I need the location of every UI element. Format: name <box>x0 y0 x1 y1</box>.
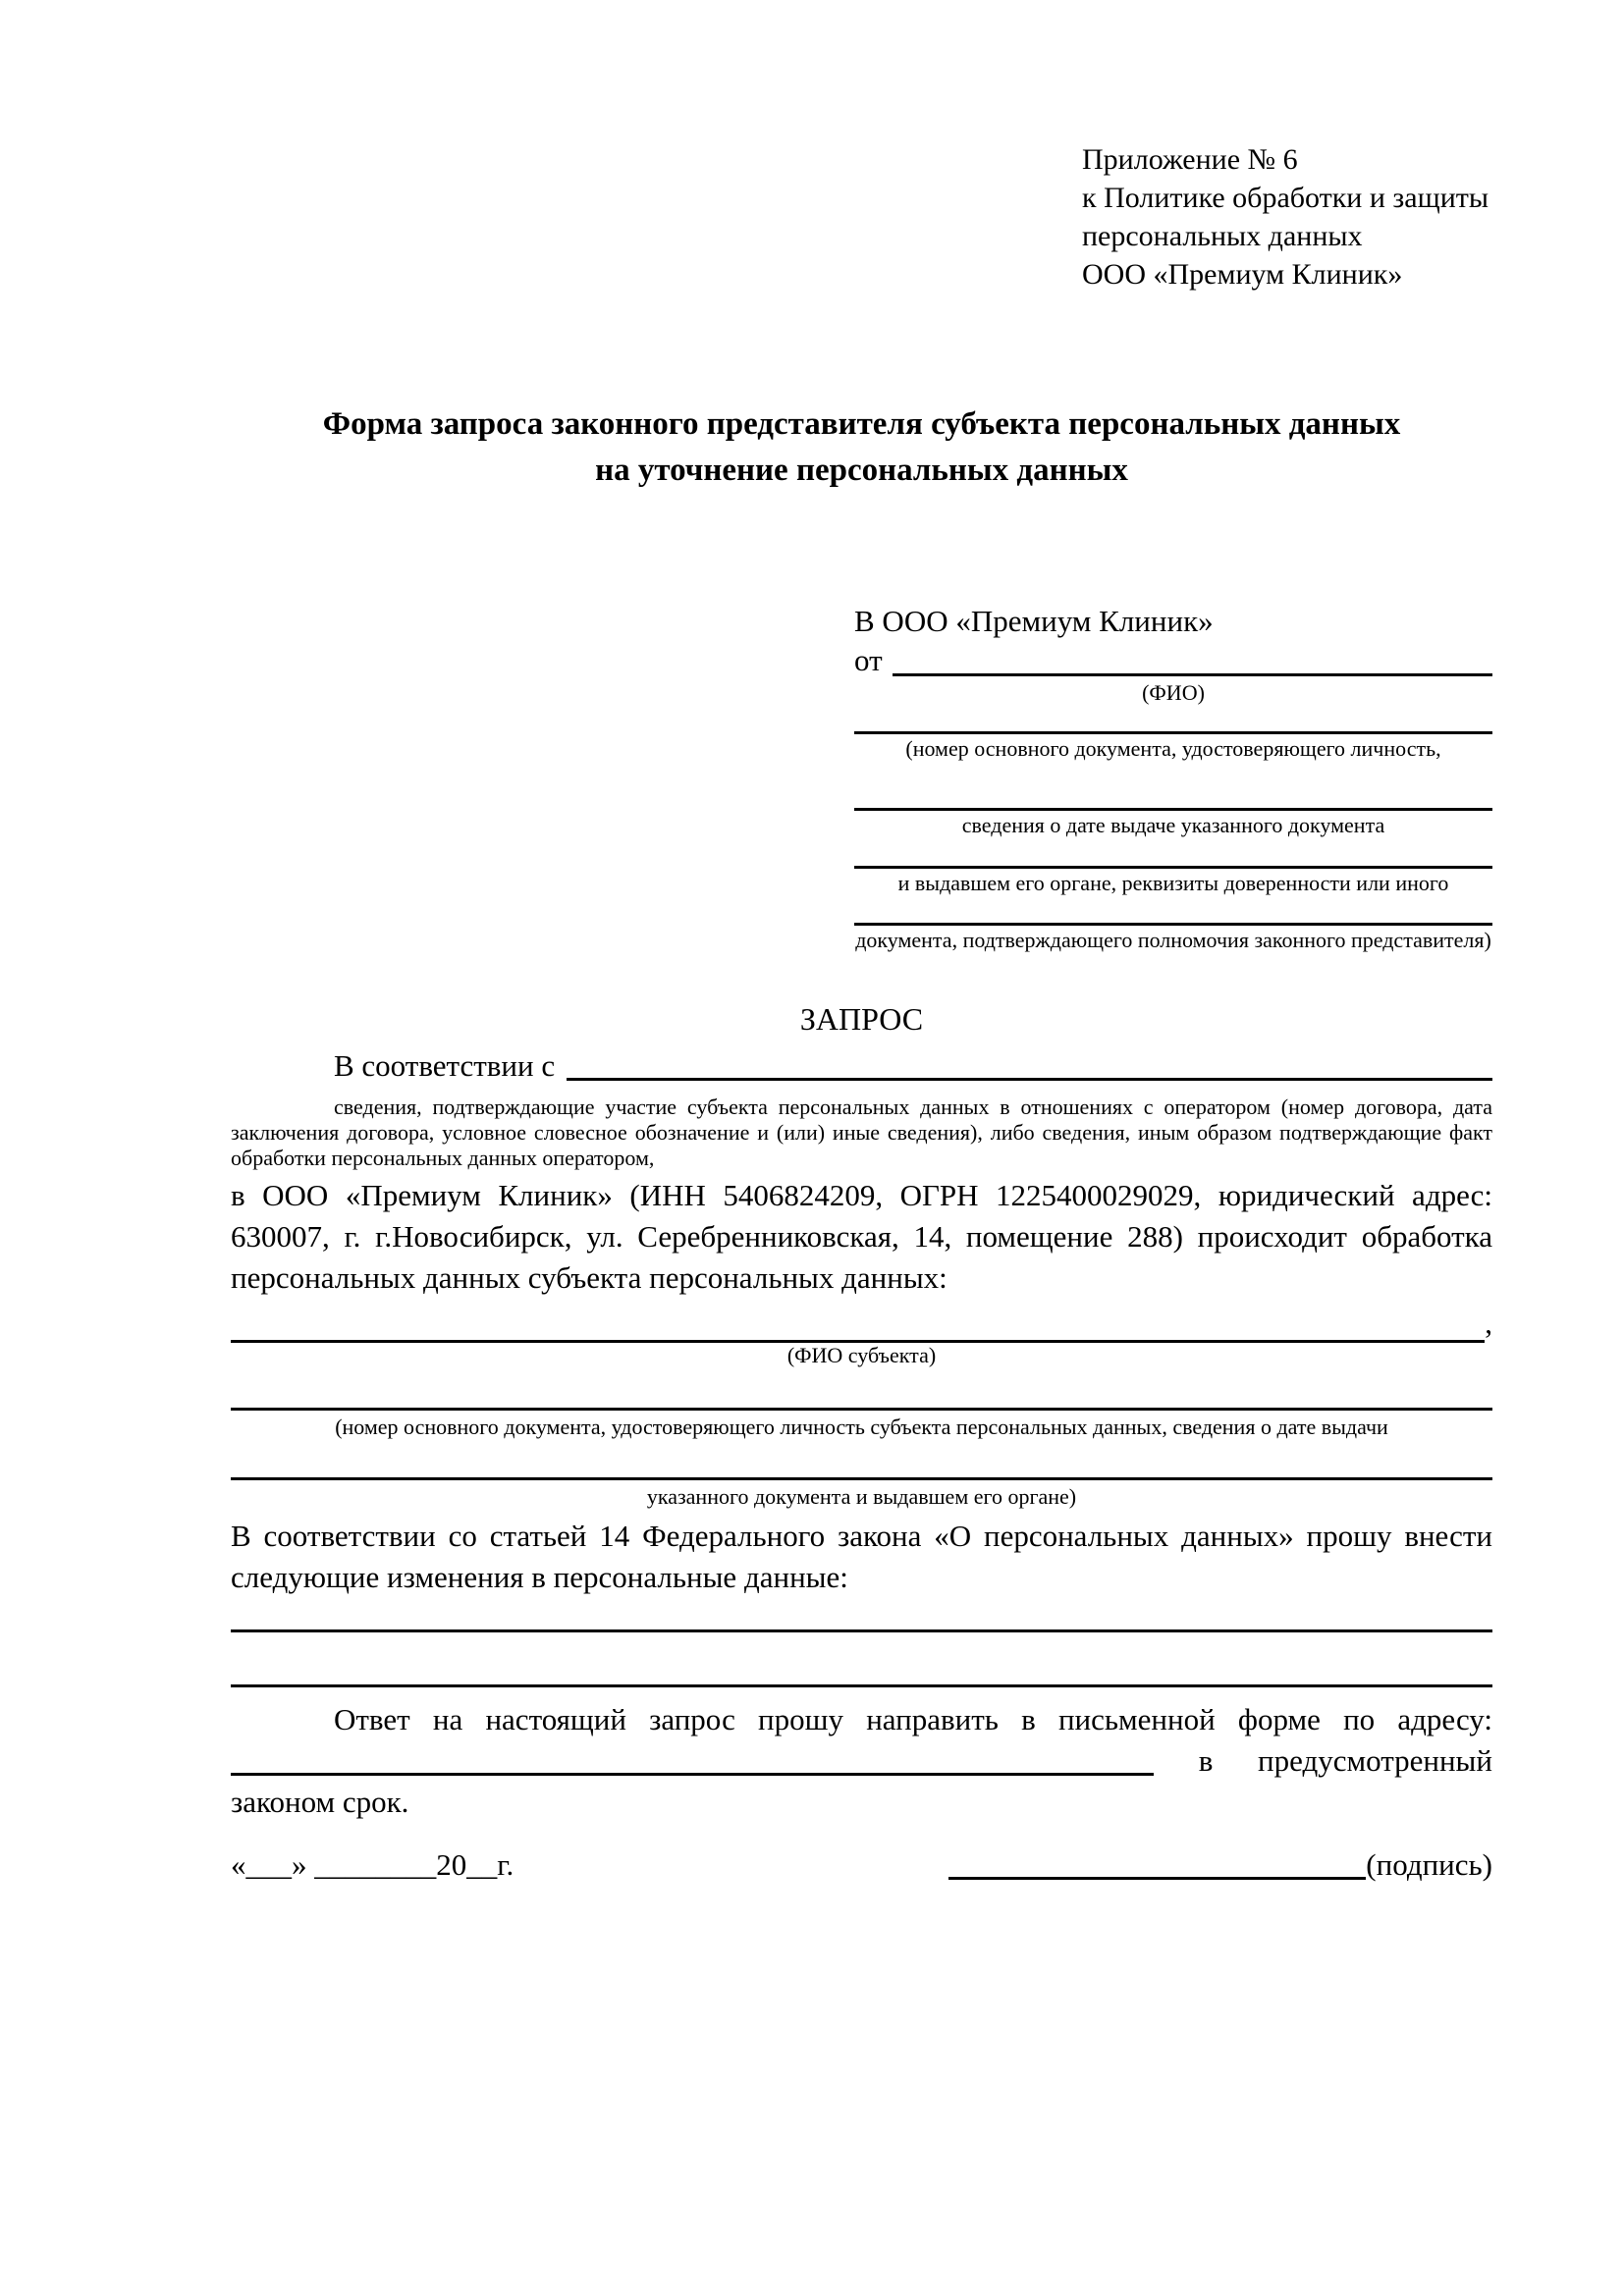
request-heading: ЗАПРОС <box>799 1001 924 1037</box>
field-caption: сведения о дате выдаче указанного документа <box>961 813 1385 837</box>
blank-field-rule <box>231 1684 1492 1687</box>
blank-field-rule <box>854 731 1492 734</box>
from-label: от <box>854 643 883 677</box>
subject-fio-fill-line <box>231 1307 1485 1343</box>
address-fill-line <box>231 1740 1154 1776</box>
signature-fill-line <box>948 1844 1366 1880</box>
accordance-field <box>231 1045 1492 1087</box>
subject-doc-caption: указанного документа и выдавшем его органе) <box>646 1484 1077 1509</box>
signature-field <box>948 1844 1492 1886</box>
date-field: «___» ________20__г. <box>231 1847 514 1882</box>
blank-field-rule <box>854 808 1492 811</box>
trailing-comma: , <box>1485 1306 1492 1340</box>
appendix-header <box>1082 140 1492 294</box>
accordance-fill-line <box>567 1045 1492 1081</box>
signature-caption: (подпись) <box>1366 1847 1492 1882</box>
blank-field-rule <box>231 1408 1492 1411</box>
subject-fio-caption: (ФИО субъекта) <box>786 1343 937 1367</box>
appendix-header-line: к Политике обработки и защиты <box>1082 182 1489 214</box>
field-caption: документа, подтверждающего полномочия законного представителя) <box>855 928 1491 952</box>
blank-field-rule <box>231 1629 1492 1632</box>
reply-address-field <box>231 1740 1492 1782</box>
reply-word: предусмотренный <box>1258 1743 1492 1778</box>
field-caption: (номер основного документа, удостоверяющего личность, <box>905 736 1441 761</box>
reply-paragraph-line1: Ответ на настоящий запрос прошу направить в письменной форме по адресу: <box>334 1702 1492 1736</box>
blank-field-rule <box>854 866 1492 869</box>
footer-row <box>231 1844 1492 1886</box>
appendix-header-line: персональных данных <box>1082 220 1363 252</box>
accordance-label: В соответствии с <box>334 1048 556 1083</box>
subject-fio-field <box>231 1307 1492 1343</box>
from-field <box>854 641 1492 680</box>
field-caption: и выдавшем его органе, реквизиты доверенности или иного <box>897 871 1449 895</box>
fio-fill-line <box>893 641 1492 676</box>
amendment-paragraph: В соответствии со статьей 14 Федерального закона «О персональных данных» прошу внести следующие изменения в персональные данные: <box>231 1519 1492 1594</box>
addressee-block <box>854 602 1492 953</box>
fio-caption: (ФИО) <box>1142 680 1205 705</box>
addressee-organization: В ООО «Премиум Клиник» <box>854 604 1214 638</box>
reply-word: в <box>1198 1743 1214 1778</box>
reply-paragraph-line3: законом срок. <box>231 1785 409 1819</box>
page-title <box>231 401 1492 494</box>
page-title-line1: Форма запроса законного представителя субъекта персональных данных <box>322 406 1401 442</box>
basis-caption: сведения, подтверждающие участие субъекта персональных данных в отношениях с оператором (номер договора, дата заключения договора, условное словесное обозначение и (или) иные сведения), либо сведения, иным образом подтверждающие факт обработки персональных данных оператором, <box>231 1095 1492 1170</box>
appendix-header-line: ООО «Премиум Клиник» <box>1082 258 1403 291</box>
blank-field-rule <box>231 1477 1492 1480</box>
page-title-line2: на уточнение персональных данных <box>595 453 1128 488</box>
appendix-header-line: Приложение № 6 <box>1082 143 1298 176</box>
subject-doc-caption: (номер основного документа, удостоверяющего личность субъекта персональных данных, сведения о дате выдачи <box>335 1415 1388 1439</box>
operator-paragraph: в ООО «Премиум Клиник» (ИНН 5406824209, ОГРН 1225400029029, юридический адрес: 630007, г. г.Новосибирск, ул. Серебренниковская, 14, помещение 288) происходит обработка персональных данных субъекта персональных данных: <box>231 1178 1492 1295</box>
blank-field-rule <box>854 923 1492 926</box>
